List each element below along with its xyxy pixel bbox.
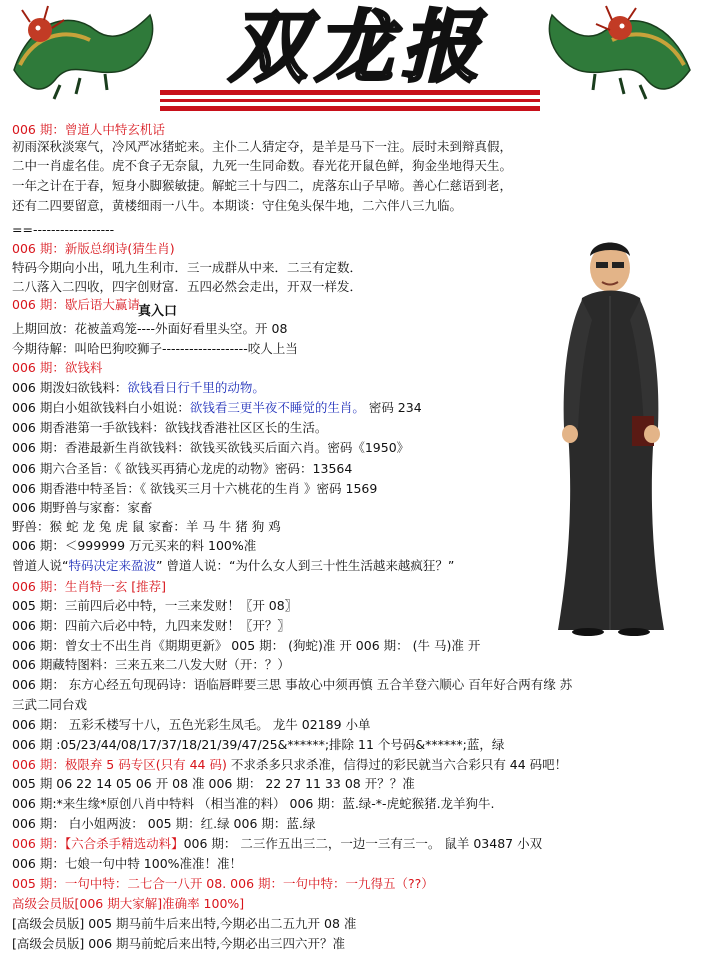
- text-line: [12, 519, 281, 535]
- text-segment: 006 期： 白小姐两波： 005 期：红.绿 006 期：蓝.绿: [12, 816, 316, 831]
- text-segment: 005 期：一句中特：二七合一八开 08. 006 期：一句中特：一九得五（??）: [12, 876, 434, 891]
- text-segment: 欲钱看日行千里的动物。: [127, 380, 265, 395]
- text-line: [12, 618, 290, 634]
- text-segment: 006 期： 五彩禾楼写十八，五色光彩生凤毛。 龙牛 02189 小单: [12, 717, 371, 732]
- text-line: [12, 158, 512, 174]
- page-title: 双龙报: [228, 2, 487, 93]
- text-line: [12, 638, 480, 654]
- text-line: [12, 198, 462, 214]
- text-line: [12, 341, 298, 357]
- text-segment: 006 期：极限弃 5 码专区(只有 44 码): [12, 757, 227, 772]
- text-segment: 006 期：欲钱料: [12, 360, 103, 375]
- text-line: [12, 896, 244, 912]
- text-segment: ==------------------: [12, 222, 115, 237]
- text-segment: 006 期香港第一手欲钱料：欲钱找香港社区区长的生活。: [12, 420, 328, 435]
- text-segment: 006 期香港中特圣旨：《 欲钱买三月十六桃花的生肖 》密码 1569: [12, 481, 378, 496]
- text-line: [12, 598, 297, 614]
- text-segment: 高级会员版[006 期大家解]准确率 100%]: [12, 896, 245, 911]
- text-segment: 今期待解：叫哈巴狗咬狮子-------------------咬人上当: [12, 341, 298, 356]
- text-line: [12, 139, 512, 155]
- text-segment: 006 期六合圣旨：《 欲钱买再猜心龙虎的动物》密码：13564: [12, 461, 353, 476]
- header-banner: [0, 0, 702, 118]
- text-line: [12, 122, 165, 138]
- text-segment: 006 期： 东方心经五句现码诗：语临唇畔要三思 事故心中须再慎 五合羊登六顺心 百年好合两有缘 苏: [12, 677, 573, 692]
- text-line: [12, 737, 504, 753]
- text-line: [12, 776, 415, 792]
- text-segment: [高级会员版] 005 期马前牛后来出特,今期必出二五九开 08 准: [12, 916, 357, 931]
- text-segment: 005 期：三前四后必中特，一三来发财！〖开 08〗: [12, 598, 298, 613]
- dragon-left-icon: [14, 6, 153, 99]
- text-line: [12, 657, 290, 673]
- text-segment: 欲钱看三更半夜不睡觉的生肖。: [189, 400, 365, 415]
- text-segment: 006 期：香港最新生肖欲钱料：欲钱买欲钱买后面六肖。密码《1950》: [12, 440, 410, 455]
- text-line: [12, 178, 512, 194]
- text-segment: 初雨深秋淡寒气，冷风严冰猪蛇来。主仆二人猜定夺，是羊是马下一注。辰时未到辩真假，: [12, 139, 513, 154]
- text-segment: 上期回放：花被盖鸡笼----外面好看里头空。开 08: [12, 321, 288, 336]
- text-line: [12, 500, 152, 516]
- text-line: [12, 856, 242, 872]
- text-line: [12, 796, 495, 812]
- text-segment: 006 期：＜999999 万元买来的料 100%准: [12, 538, 257, 553]
- text-segment: 006 期藏特图料：三来五来二八发大财（开：？）: [12, 657, 290, 672]
- text-line: [12, 360, 102, 376]
- text-line: [12, 279, 362, 295]
- text-segment: 006 期：四前六后必中特，九四来发财！〖开？〗: [12, 618, 290, 633]
- text-line: [12, 400, 422, 416]
- text-segment: 不求杀多只求杀准，信得过的彩民就当六合彩只有 44 码吧！: [226, 757, 568, 772]
- text-segment: 野兽：猴 蛇 龙 兔 虎 鼠 家畜：羊 马 牛 猪 狗 鸡: [12, 519, 281, 534]
- text-segment: 006 期：【六合杀手精选动料】: [12, 836, 184, 851]
- overlay-label: 真入口: [138, 304, 178, 319]
- text-line: [12, 936, 345, 952]
- text-line: [12, 241, 175, 257]
- text-line: [12, 420, 327, 436]
- text-segment: 特码决定来盈波: [68, 558, 156, 573]
- text-segment: 006 期：曾道人中特玄机话: [12, 122, 165, 137]
- text-segment: 006 期:*来生缘*原创八肖中特料 （相当准的料） 006 期：蓝.绿-*-虎蛇猴猪.龙羊狗牛.: [12, 796, 495, 811]
- text-line: [12, 440, 409, 456]
- text-line: [12, 916, 356, 932]
- text-line: [12, 321, 287, 337]
- man-in-robe-illustration: [548, 238, 674, 636]
- text-segment: 005 期 06 22 14 05 06 开 08 准 006 期： 22 27 11 33 08 开？？准: [12, 776, 415, 791]
- text-segment: 006 期 :05/23/44/08/17/37/18/21/39/47/25&******;排除 11 个号码&******;蓝，绿: [12, 737, 505, 752]
- text-segment: ” 曾道人说：“为什么女人到三十性生活越来越疯狂？”: [156, 558, 455, 573]
- text-segment: 006 期：曾女士不出生肖《期期更新》 005 期： (狗蛇)准 开 006 期： (牛 马)准 开: [12, 638, 481, 653]
- text-line: [12, 677, 572, 693]
- text-line: [12, 222, 114, 238]
- text-line: [12, 876, 434, 892]
- text-line: [12, 579, 166, 595]
- text-segment: 一年之计在于春，短身小脚猴敏捷。解蛇三十与四二，虎落东山子早啼。善心仁慈语到老，: [12, 178, 513, 193]
- text-segment: 曾道人说“: [12, 558, 69, 573]
- text-line: [12, 558, 454, 574]
- text-line: [12, 297, 140, 313]
- text-segment: 006 期白小姐欲钱料白小姐说：: [12, 400, 190, 415]
- dragon-right-icon: [549, 6, 690, 99]
- text-segment: 006 期：歇后语大赢请: [12, 297, 140, 312]
- text-segment: 006 期： 二三作五出三二，一边一三有三一。 鼠羊 03487 小双: [183, 836, 543, 851]
- text-segment: 006 期野兽与家畜：家畜: [12, 500, 153, 515]
- text-segment: 006 期泼妇欲钱料：: [12, 380, 128, 395]
- text-segment: 还有二四要留意，黄楼细雨一八牛。本期谈：守住兔头保牛地，二六伴八三九临。: [12, 198, 463, 213]
- text-segment: 二中一肖虚名佳。虎不食子无奈鼠，九死一生同命数。春光花开鼠色鲜，狗金坐地得天生。: [12, 158, 513, 173]
- text-segment: 三武二同台戏: [12, 697, 88, 712]
- text-line: [12, 697, 87, 713]
- text-line: [12, 816, 315, 832]
- text-line: [12, 481, 377, 497]
- text-line: [12, 717, 371, 733]
- text-segment: 密码 234: [364, 400, 422, 415]
- text-line: [12, 757, 567, 773]
- text-line: [12, 538, 256, 554]
- text-line: [12, 380, 265, 396]
- text-segment: 特码今期向小出，吼九生利市．三一成群从中来．二三有定数．: [12, 260, 363, 275]
- text-line: [12, 836, 542, 852]
- text-segment: 006 期：新版总纲诗(猜生肖): [12, 241, 175, 256]
- text-line: [12, 461, 352, 477]
- text-line: [12, 260, 362, 276]
- text-segment: 二八落入二四收，四字创财富．五四必然会走出，开双一样发．: [12, 279, 363, 294]
- text-segment: [高级会员版] 006 期马前蛇后来出特,今期必出三四六开？准: [12, 936, 346, 951]
- text-segment: 006 期：生肖特一玄 [推荐]: [12, 579, 167, 594]
- text-segment: 006 期：七娘一句中特 100%准准！准！: [12, 856, 243, 871]
